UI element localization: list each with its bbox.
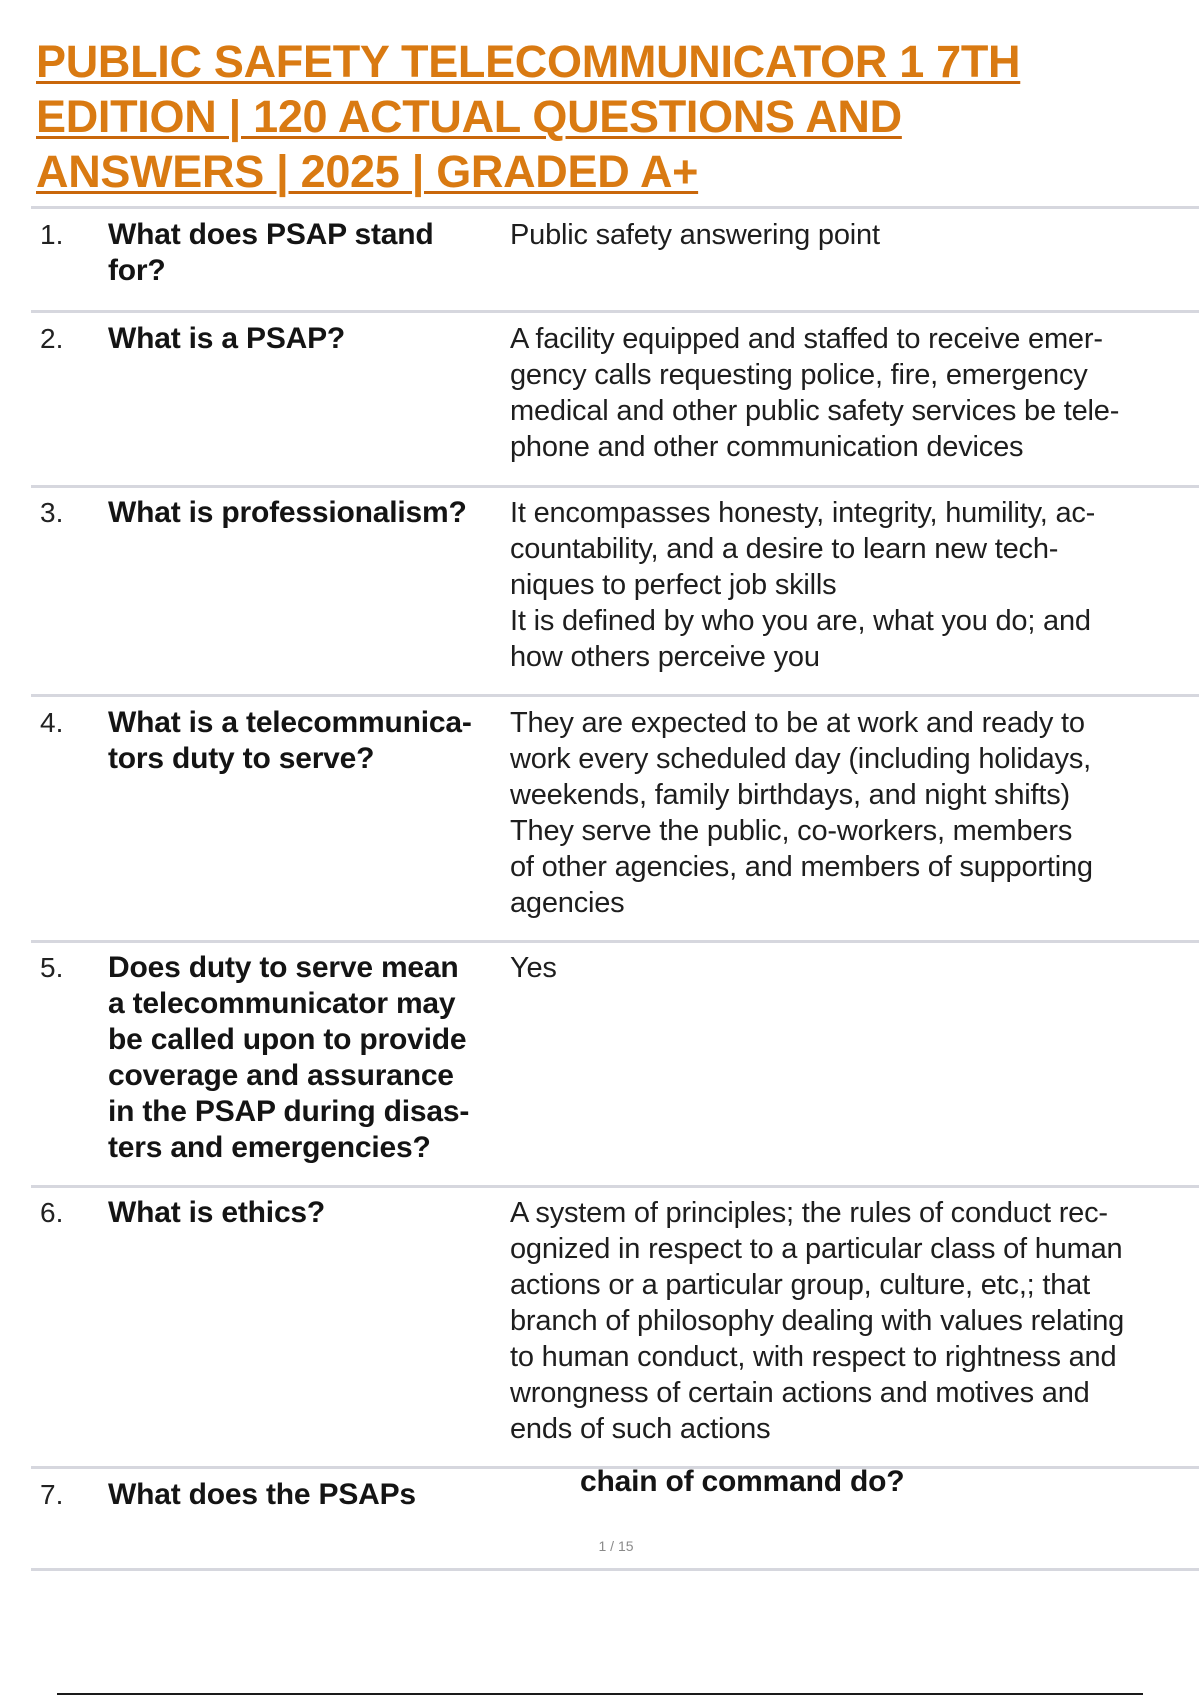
question-line: tors duty to serve?: [108, 742, 375, 775]
answer-line: medical and other public safety services be tele-: [510, 395, 1120, 427]
question-continuation: chain of command do?: [580, 1465, 905, 1498]
answer-text: [510, 217, 1185, 253]
question-line: What is ethics?: [108, 1196, 326, 1229]
question-line: What does the PSAPs: [108, 1478, 416, 1511]
question-number: 7.: [40, 1479, 64, 1510]
answer-line: branch of philosophy dealing with values relating: [510, 1305, 1125, 1337]
answer-text: [510, 495, 1185, 675]
question-line: for?: [108, 254, 166, 287]
answer-line: actions or a particular group, culture, etc,; that: [510, 1269, 1090, 1301]
question-line: coverage and assurance: [108, 1059, 454, 1092]
question-text: [108, 1195, 503, 1231]
answer-line: weekends, family birthdays, and night shifts): [510, 779, 1070, 811]
answer-text: [510, 705, 1185, 921]
row-divider: [31, 1568, 1199, 1571]
answer-line: A system of principles; the rules of conduct rec-: [510, 1197, 1108, 1229]
answer-line: They serve the public, co-workers, members: [510, 815, 1073, 847]
row-divider: [31, 206, 1199, 209]
answer-line: ognized in respect to a particular class of human: [510, 1233, 1123, 1265]
answer-line: A facility equipped and staffed to receive emer-: [510, 323, 1103, 355]
answer-text: [510, 321, 1185, 465]
answer-line: Public safety answering point: [510, 219, 880, 251]
answer-line: It is defined by who you are, what you do; and: [510, 605, 1091, 637]
answer-line: gency calls requesting police, fire, emergency: [510, 359, 1088, 391]
answer-line: ends of such actions: [510, 1413, 771, 1445]
answer-line: agencies: [510, 887, 625, 919]
title-line: ANSWERS | 2025 | GRADED A+: [36, 146, 699, 197]
answer-text: [510, 1195, 1185, 1447]
answer-line: phone and other communication devices: [510, 431, 1024, 463]
question-number: 1.: [40, 219, 64, 250]
question-text: [108, 217, 503, 289]
question-line: What is a telecommunica-: [108, 706, 472, 739]
row-divider: [31, 694, 1199, 697]
answer-line: Yes: [510, 952, 557, 984]
row-divider: [31, 940, 1199, 943]
question-number: 4.: [40, 707, 64, 738]
question-line: a telecommunicator may: [108, 987, 456, 1020]
question-text: [108, 705, 503, 777]
question-text: [108, 950, 503, 1166]
question-text: [108, 321, 503, 357]
row-divider: [31, 310, 1199, 313]
question-line: What is a PSAP?: [108, 322, 346, 355]
answer-line: niques to perfect job skills: [510, 569, 837, 601]
answer-line: countability, and a desire to learn new tech-: [510, 533, 1059, 565]
page-bottom-border: [57, 1693, 1143, 1695]
question-number: 2.: [40, 323, 64, 354]
question-number: 5.: [40, 952, 64, 983]
row-divider: [31, 1185, 1199, 1188]
answer-line: of other agencies, and members of supporting: [510, 851, 1093, 883]
question-line: be called upon to provide: [108, 1023, 467, 1056]
title-line: PUBLIC SAFETY TELECOMMUNICATOR 1 7TH: [36, 36, 1021, 87]
title-line: EDITION | 120 ACTUAL QUESTIONS AND: [36, 91, 902, 142]
answer-text: [510, 950, 1185, 986]
answer-line: It encompasses honesty, integrity, humility, ac-: [510, 497, 1096, 529]
page-indicator: 1 / 15: [598, 1538, 634, 1554]
question-line: Does duty to serve mean: [108, 951, 459, 984]
question-line: What does PSAP stand: [108, 218, 434, 251]
question-number: 3.: [40, 497, 64, 528]
answer-line: They are expected to be at work and ready to: [510, 707, 1085, 739]
answer-line: wrongness of certain actions and motives and: [510, 1377, 1090, 1409]
answer-line: how others perceive you: [510, 641, 820, 673]
question-line: ters and emergencies?: [108, 1131, 431, 1164]
question-line: in the PSAP during disas-: [108, 1095, 470, 1128]
question-text: [108, 495, 503, 531]
answer-line: work every scheduled day (including holidays,: [510, 743, 1091, 775]
document-title: [36, 34, 1156, 199]
question-number: 6.: [40, 1197, 64, 1228]
row-divider: [31, 485, 1199, 488]
question-text: [108, 1477, 503, 1513]
question-line: What is professionalism?: [108, 496, 467, 529]
answer-line: to human conduct, with respect to rightness and: [510, 1341, 1117, 1373]
